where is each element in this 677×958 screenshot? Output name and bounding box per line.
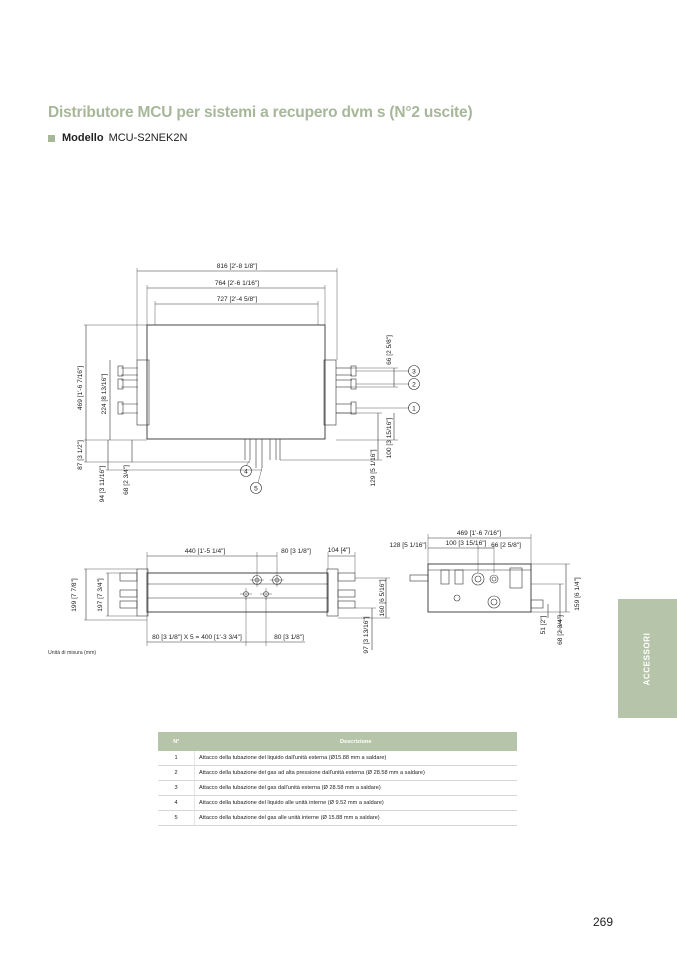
dim-100-side: 100 [3 15/16"] bbox=[445, 540, 487, 547]
row-number: 2 bbox=[158, 766, 195, 781]
callout-5: 5 bbox=[254, 485, 258, 493]
dim-129: 129 [5 1/16"] bbox=[370, 449, 377, 487]
dim-159: 159 [6 1/4"] bbox=[574, 577, 581, 611]
callout-1: 1 bbox=[412, 405, 416, 413]
dim-80-bottom: 80 [3 1/8"] bbox=[274, 634, 304, 641]
row-number: 4 bbox=[158, 796, 195, 811]
dim-199: 199 [7 7/8"] bbox=[71, 578, 78, 612]
dim-68: 68 [2 3/4"] bbox=[123, 465, 130, 495]
table-row bbox=[158, 811, 517, 826]
dim-469-side: 469 [1'-6 7/16"] bbox=[456, 530, 502, 537]
table-row bbox=[158, 766, 517, 781]
row-description: Attacco della tubazione del gas alle unità interne (Ø 15.88 mm a saldare) bbox=[195, 811, 518, 826]
dim-94: 94 [3 11/16"] bbox=[99, 465, 106, 503]
dim-197: 197 [7 3/4"] bbox=[97, 578, 104, 612]
row-number: 1 bbox=[158, 751, 195, 766]
dim-51: 51 [2"] bbox=[540, 615, 547, 635]
model-value: MCU-S2NEK2N bbox=[108, 132, 188, 144]
front-right-block bbox=[324, 360, 336, 425]
dim-816: 816 [2'-8 1/8"] bbox=[216, 263, 258, 270]
top-body bbox=[147, 573, 328, 612]
legend-header-row bbox=[158, 732, 517, 751]
legend-table bbox=[158, 732, 517, 826]
front-body bbox=[147, 325, 325, 439]
dim-440: 440 [1'-5 1/4"] bbox=[184, 548, 226, 555]
row-description: Attacco della tubazione del gas dall'unità esterna (Ø 28.58 mm a saldare) bbox=[195, 781, 518, 796]
callout-2: 2 bbox=[412, 381, 416, 389]
dim-87: 87 [3 1/2"] bbox=[77, 440, 84, 470]
row-number: 3 bbox=[158, 781, 195, 796]
callout-4: 4 bbox=[244, 468, 248, 476]
row-number: 5 bbox=[158, 811, 195, 826]
dim-66-side: 66 [2 5/8"] bbox=[491, 542, 521, 549]
dim-66: 66 [2 5/8"] bbox=[386, 335, 393, 365]
dim-160: 160 [6 5/16"] bbox=[379, 579, 386, 617]
page-number: 269 bbox=[593, 915, 614, 929]
dim-469: 469 [1'-6 7/16"] bbox=[77, 365, 84, 411]
dim-104: 104 [4"] bbox=[327, 547, 351, 554]
dim-80-top: 80 [3 1/8"] bbox=[281, 548, 311, 555]
dim-224: 224 [8 13/16"] bbox=[101, 373, 108, 415]
dim-727: 727 [2'-4 5/8"] bbox=[216, 296, 258, 303]
row-description: Attacco della tubazione del gas ad alta pressione dall'unità esterna (Ø 28.58 mm a saldare) bbox=[195, 766, 518, 781]
table-row bbox=[158, 751, 517, 766]
dim-68-side: 68 [2 3/4"] bbox=[557, 615, 564, 645]
legend-header-desc: Descrizione bbox=[195, 732, 518, 751]
dim-128: 128 [5 1/16"] bbox=[389, 542, 427, 549]
unit-note: Unità di misura (mm) bbox=[48, 650, 97, 656]
row-description: Attacco della tubazione del liquido dall'unità esterna (Ø15.88 mm a saldare) bbox=[195, 751, 518, 766]
page-title: Distributore MCU per sistemi a recupero dvm s (N°2 uscite) bbox=[48, 104, 473, 121]
side-tab-label: ACCESSORI bbox=[642, 632, 652, 686]
dim-80x5: 80 [3 1/8"] X 5 = 400 [1'-3 3/4"] bbox=[152, 634, 242, 641]
table-row bbox=[158, 781, 517, 796]
dim-97: 97 [3 13/16"] bbox=[363, 616, 370, 654]
model-label: Modello bbox=[62, 132, 104, 144]
table-row bbox=[158, 796, 517, 811]
callout-3: 3 bbox=[412, 368, 416, 376]
row-description: Attacco della tubazione del liquido alle unità interne (Ø 9.52 mm a saldare) bbox=[195, 796, 518, 811]
dim-100: 100 [3 15/16"] bbox=[386, 417, 393, 459]
legend-header-num: N° bbox=[158, 732, 195, 751]
section-side-tab bbox=[618, 599, 677, 718]
dim-764: 764 [2'-6 1/16"] bbox=[214, 280, 260, 287]
